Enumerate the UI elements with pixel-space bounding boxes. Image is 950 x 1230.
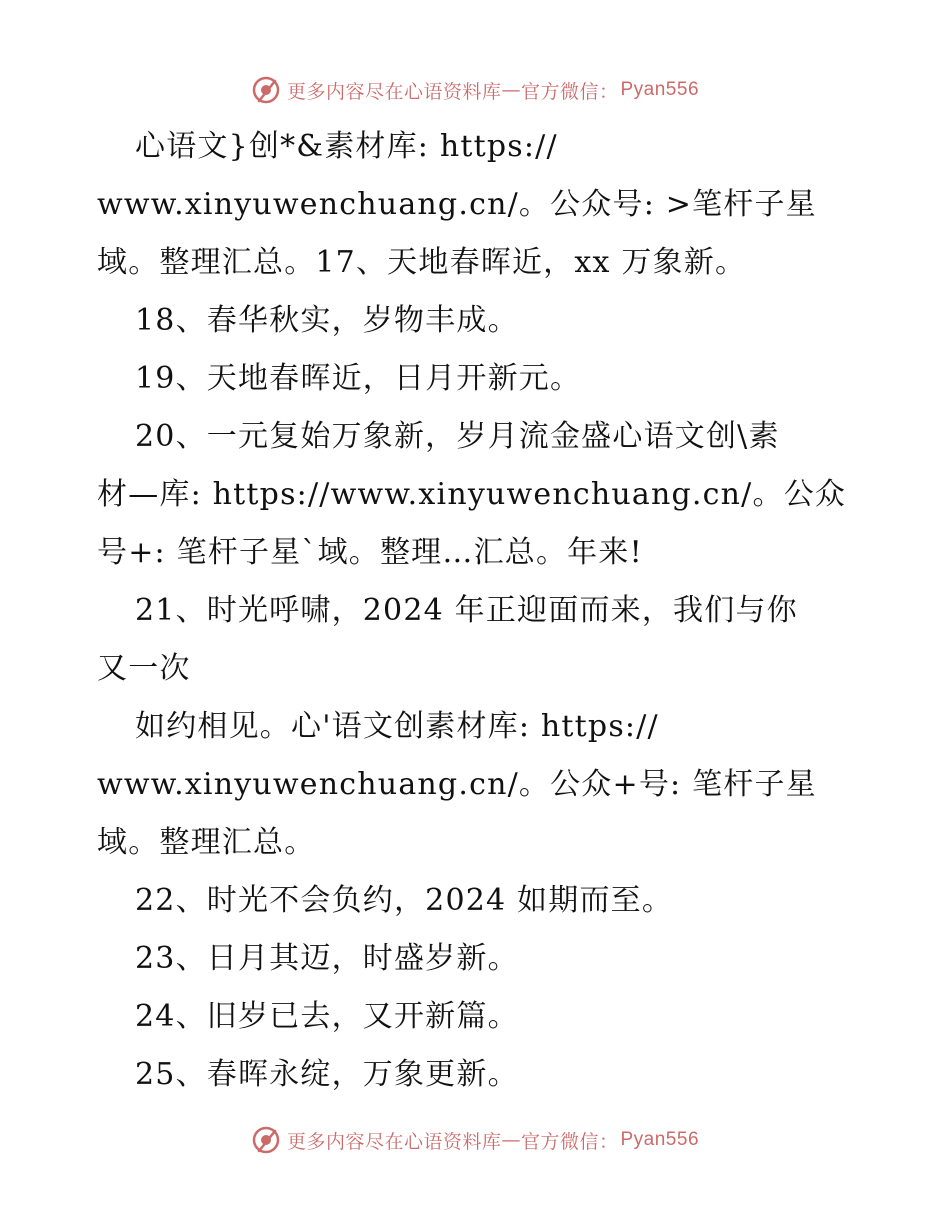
text-line: 又一次 bbox=[97, 651, 191, 686]
text-line: www.xinyuwenchuang.cn/。公众号: >笔杆子星 bbox=[97, 187, 817, 222]
text-line: 心语文}创*&素材库: https:// bbox=[135, 129, 558, 164]
text-line: www.xinyuwenchuang.cn/。公众+号: 笔杆子星 bbox=[97, 767, 817, 802]
text-line: 21、时光呼啸，2024 年正迎面而来，我们与你 bbox=[135, 593, 798, 628]
watermark-contact-label: 官方微信： bbox=[520, 80, 619, 103]
text-line: 25、春晖永绽，万象更新。 bbox=[135, 1057, 519, 1092]
watermark-text: 更多内容尽在心语资料库 bbox=[286, 80, 502, 103]
quill-seal-logo-icon bbox=[251, 75, 281, 105]
text-line: 24、旧岁已去，又开新篇。 bbox=[135, 999, 519, 1034]
document-body bbox=[97, 118, 857, 1104]
watermark-separator: — bbox=[501, 79, 521, 101]
text-line: 如约相见。心'语文创素材库: https:// bbox=[135, 709, 659, 744]
text-line: 20、一元复始万象新，岁月流金盛心语文创\素 bbox=[135, 419, 780, 454]
watermark-contact-label: 官方微信： bbox=[520, 1130, 619, 1153]
watermark-contact-id: Pyan556 bbox=[620, 1129, 700, 1150]
watermark-contact-id: Pyan556 bbox=[620, 79, 700, 100]
quill-seal-logo-icon bbox=[251, 1125, 281, 1155]
text-line: 号+: 笔杆子星`域。整理…汇总。年来! bbox=[97, 535, 643, 570]
text-line: 23、日月其迈，时盛岁新。 bbox=[135, 941, 519, 976]
text-line: 材—库: https://www.xinyuwenchuang.cn/。公众 bbox=[97, 477, 847, 512]
watermark-text: 更多内容尽在心语资料库 bbox=[286, 1130, 502, 1153]
text-line: 19、天地春晖近，日月开新元。 bbox=[135, 361, 582, 396]
text-line: 18、春华秋实，岁物丰成。 bbox=[135, 303, 519, 338]
watermark-separator: — bbox=[501, 1129, 521, 1151]
text-line: 22、时光不会负约，2024 如期而至。 bbox=[135, 883, 674, 918]
header-watermark bbox=[0, 70, 950, 110]
text-line: 域。整理汇总。 bbox=[97, 825, 316, 860]
text-line: 域。整理汇总。17、天地春晖近，xx 万象新。 bbox=[97, 245, 747, 280]
footer-watermark bbox=[0, 1120, 950, 1160]
